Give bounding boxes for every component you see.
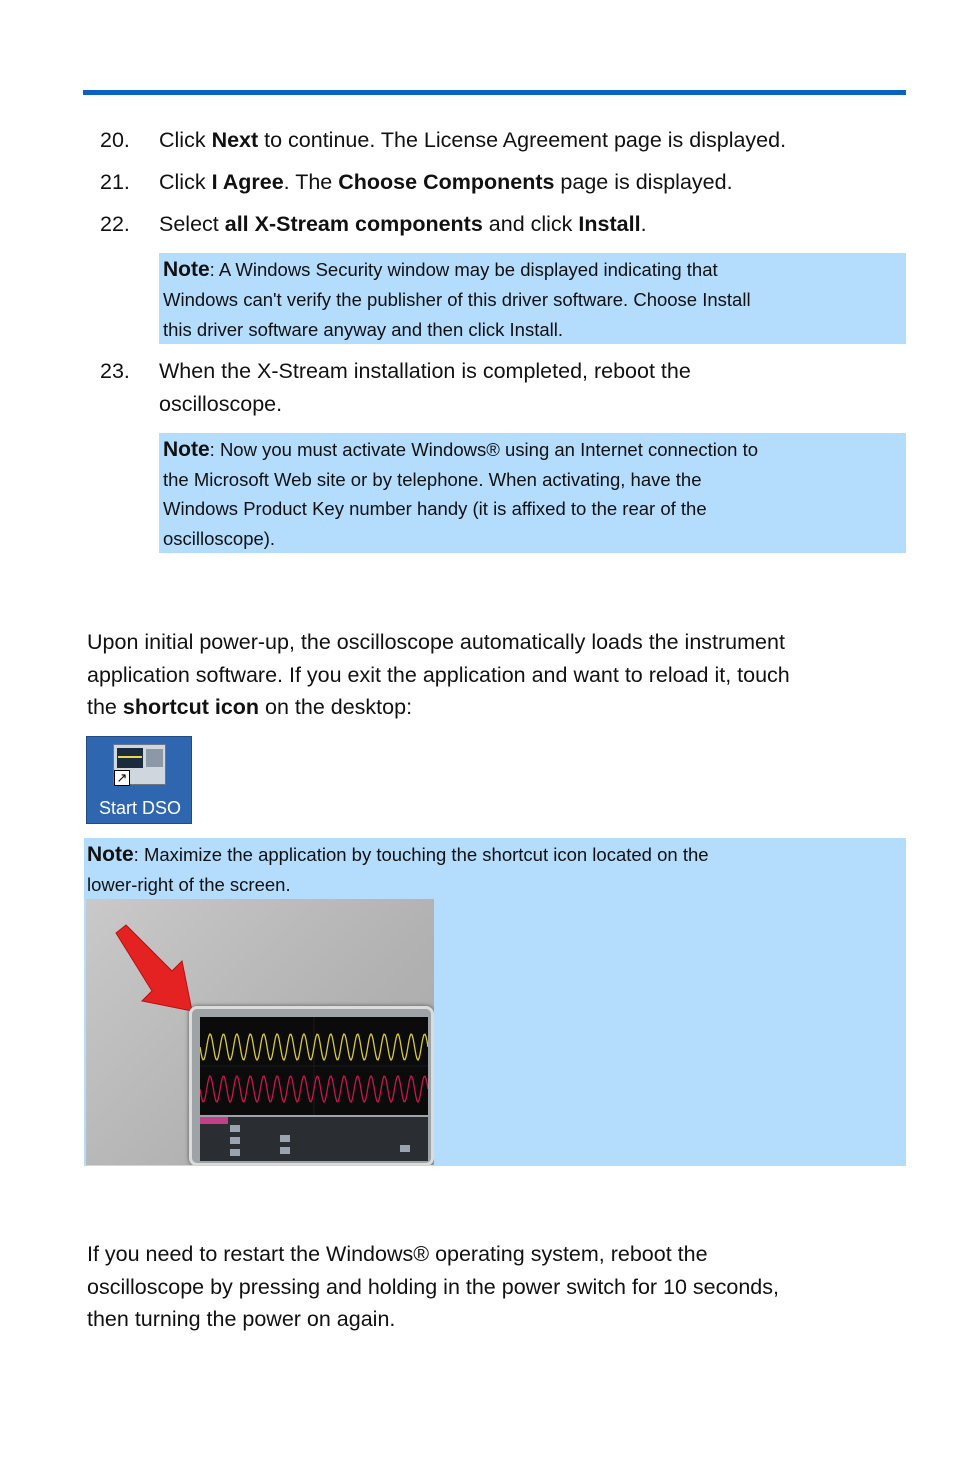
paragraph-line: Upon initial power-up, the oscilloscope automatically loads the instrument <box>87 630 785 654</box>
step-emphasis: Choose Components <box>338 170 555 194</box>
step-text: oscilloscope. <box>159 392 283 416</box>
note-text: : A Windows Security window may be displayed indicating that <box>209 259 718 280</box>
paragraph-text: on the desktop: <box>259 695 413 719</box>
thumbnail-panel <box>146 749 163 767</box>
paragraph-line: then turning the power on again. <box>87 1307 396 1331</box>
step-text: Click <box>159 170 212 194</box>
paragraph-power-up <box>87 626 907 724</box>
note-text: : Maximize the application by touching the shortcut icon located on the <box>133 844 709 865</box>
step-text: Select <box>159 212 225 236</box>
thumbnail-wave <box>118 756 142 758</box>
step-text: Click <box>159 128 212 152</box>
control-button <box>230 1149 240 1156</box>
control-button <box>280 1135 290 1142</box>
note-text: Windows can't verify the publisher of this driver software. Choose Install <box>163 289 751 310</box>
header-rule <box>83 90 906 95</box>
step-number: 21. <box>100 170 130 194</box>
control-button <box>230 1137 240 1144</box>
note-text: : Now you must activate Windows® using an Internet connection to <box>209 439 759 460</box>
paragraph-text: the <box>87 695 123 719</box>
note-label: Note <box>87 843 134 866</box>
note-text: this driver software anyway and then click Install. <box>163 319 563 340</box>
paragraph-line: If you need to restart the Windows® operating system, reboot the <box>87 1242 708 1266</box>
minimized-app-screenshot <box>86 899 434 1165</box>
waveform-display <box>200 1017 428 1115</box>
step-emphasis: Next <box>211 128 259 152</box>
step-text: . The <box>283 170 339 194</box>
paragraph-emphasis: shortcut icon <box>122 695 260 719</box>
oscilloscope-app-thumbnail[interactable] <box>189 1006 434 1165</box>
paragraph-line: application software. If you exit the application and want to reload it, touch <box>87 662 790 687</box>
note-security <box>159 253 906 344</box>
control-button <box>280 1147 290 1154</box>
paragraph-line <box>87 691 907 724</box>
note-text: Windows Product Key number handy (it is affixed to the rear of the <box>163 498 707 519</box>
start-dso-icon[interactable] <box>86 736 192 824</box>
channel-tab <box>200 1117 228 1124</box>
control-button <box>230 1125 240 1132</box>
paragraph-restart <box>87 1238 907 1336</box>
note-label: Note <box>163 258 210 281</box>
note-text: the Microsoft Web site or by telephone. When activating, have the <box>163 468 702 490</box>
note-text: lower-right of the screen. <box>87 874 291 895</box>
note-label: Note <box>163 438 210 461</box>
step-number: 20. <box>100 128 130 152</box>
waveform-traces <box>200 1017 428 1115</box>
step-emphasis: all X-Stream components <box>224 212 483 236</box>
shortcut-label: Start DSO <box>98 798 182 818</box>
step-text: and click <box>482 212 579 236</box>
step-number: 22. <box>100 212 130 236</box>
step-text: . <box>640 212 647 236</box>
paragraph-line: oscilloscope by pressing and holding in the power switch for 10 seconds, <box>87 1274 779 1299</box>
step-emphasis: Install <box>578 212 641 236</box>
note-activate <box>159 433 906 553</box>
thumbnail-screen <box>117 748 143 768</box>
step-text: to continue. The License Agreement page is displayed. <box>258 128 787 152</box>
control-panel <box>200 1117 428 1161</box>
control-button <box>400 1145 410 1152</box>
step-text: page is displayed. <box>554 170 733 194</box>
note-text: oscilloscope). <box>163 527 276 549</box>
step-text: When the X-Stream installation is completed, reboot the <box>159 359 691 383</box>
shortcut-arrow-icon: ↗ <box>114 770 130 786</box>
step-emphasis: I Agree <box>211 170 284 194</box>
step-number: 23. <box>100 359 130 383</box>
